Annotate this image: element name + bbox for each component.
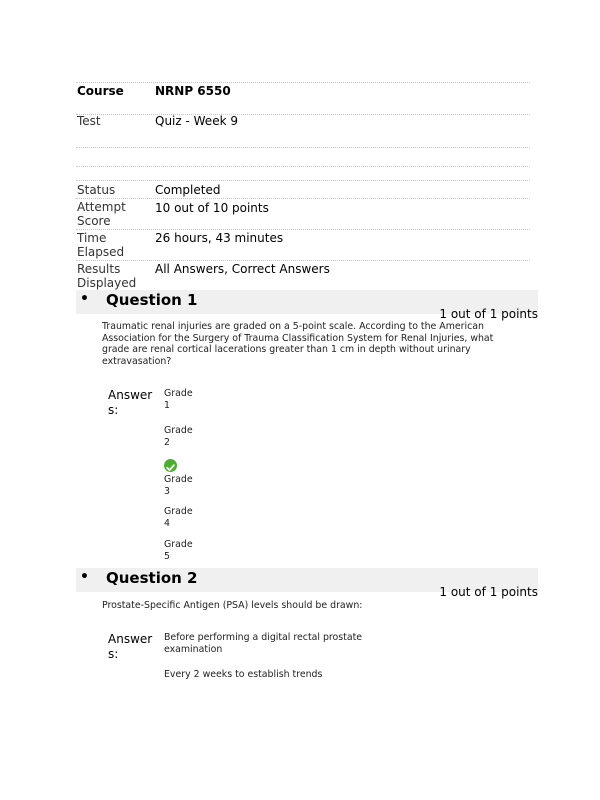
correct-check-icon: [164, 459, 177, 472]
row-divider: [76, 166, 530, 167]
row-divider: [76, 260, 530, 261]
answer-option: Grade 2: [164, 425, 193, 448]
time-elapsed-label: Time Elapsed: [77, 231, 125, 259]
row-divider: [76, 82, 530, 83]
answers-label: Answer s:: [108, 632, 153, 661]
answer-option: Grade 1: [164, 388, 193, 411]
row-divider: [76, 198, 530, 199]
test-value: Quiz - Week 9: [155, 114, 238, 128]
bullet: •: [80, 569, 89, 585]
row-divider: [76, 180, 530, 181]
question-2-title: Question 2: [106, 569, 198, 587]
status-value: Completed: [155, 183, 221, 197]
results-displayed-value: All Answers, Correct Answers: [155, 262, 330, 276]
question-2-text: Prostate-Specific Antigen (PSA) levels should be drawn:: [102, 600, 363, 611]
question-2-points: 1 out of 1 points: [439, 585, 538, 599]
question-1-text: Traumatic renal injuries are graded on a 5-point scale. According to the American Association for the Surgery of Trauma Classification System for Renal Injuries, what grade are renal cortical lacerations greater than 1 cm in depth without urinary extravasation?: [102, 321, 494, 368]
row-divider: [76, 114, 530, 115]
answer-option: Every 2 weeks to establish trends: [164, 669, 323, 680]
answer-option: Grade 4: [164, 506, 193, 529]
test-label: Test: [77, 114, 101, 128]
question-1-points: 1 out of 1 points: [439, 307, 538, 321]
row-divider: [76, 229, 530, 230]
question-1-title: Question 1: [106, 291, 198, 309]
results-displayed-label: Results Displayed: [77, 262, 137, 290]
status-label: Status: [77, 183, 116, 197]
attempt-score-label: Attempt Score: [77, 200, 126, 228]
answer-option-correct: Grade 3: [164, 474, 193, 497]
course-label: Course: [77, 84, 124, 98]
course-value: NRNP 6550: [155, 84, 231, 98]
attempt-score-value: 10 out of 10 points: [155, 201, 269, 215]
answers-label: Answer s:: [108, 388, 153, 417]
row-divider: [76, 147, 530, 148]
bullet: •: [80, 291, 89, 307]
time-elapsed-value: 26 hours, 43 minutes: [155, 231, 284, 245]
answer-option: Grade 5: [164, 539, 193, 562]
answer-option: Before performing a digital rectal prostate examination: [164, 632, 363, 655]
